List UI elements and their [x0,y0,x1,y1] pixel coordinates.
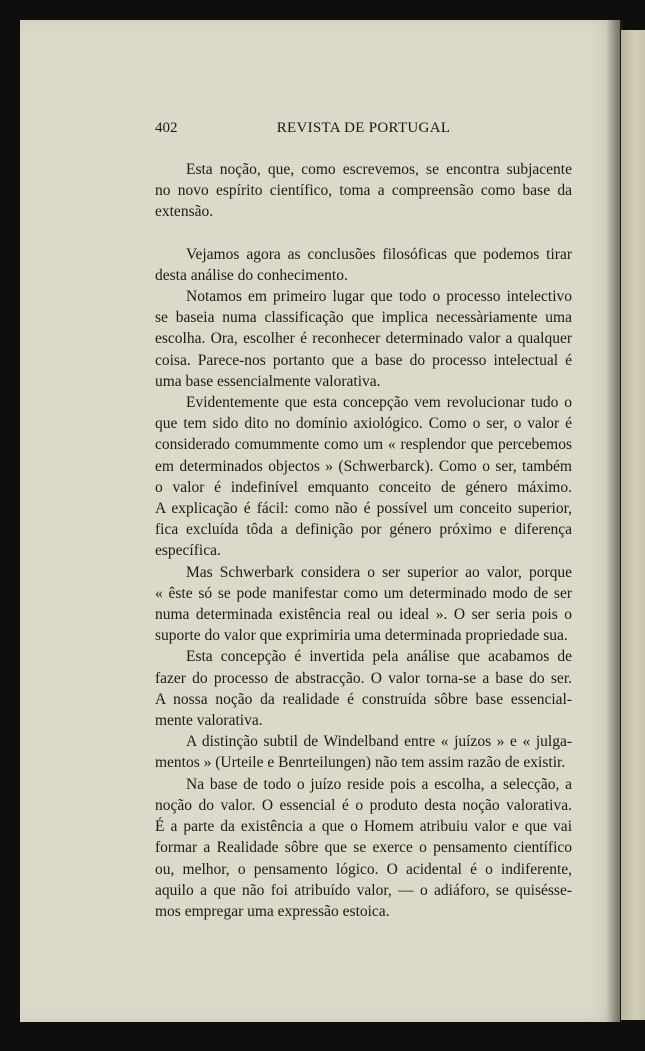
text-line: noção do valor. O essencial é o produto desta noção valorativa. [155,796,572,814]
text-line: no novo espírito científico, toma a compreensão como base da [155,182,572,200]
text-line: mente valorativa. [155,712,263,730]
text-line: Na base de todo o juízo reside pois a escolha, a selecção, a [186,775,572,793]
text-line: coisa. Parece-nos portanto que a base do processo intelectual é [155,351,572,369]
text-line: A nossa noção da realidade é construída sôbre base essencial- [155,690,572,708]
text-line: Esta concepção é invertida pela análise que acabamos de [186,648,572,666]
text-line: numa determinada existência real ou ideal ». O ser seria pois o [155,606,572,624]
text-line: « êste só se pode manifestar como um determinado modo de ser [155,584,572,602]
text-line: Vejamos agora as conclusões filosóficas que podemos tirar [186,245,572,263]
text-line: escolha. Ora, escolher é reconhecer determinado valor a qualquer [155,330,572,348]
paragraph [155,646,572,731]
text-line: Esta noção, que, como escrevemos, se encontra subjacente [186,161,572,178]
text-line: aquilo a que não foi atribuído valor, — o adiáforo, se quisésse- [155,881,572,899]
text-line: que tem sido dito no domínio axiológico. Como o ser, o valor é [155,415,572,433]
text-line: extensão. [155,203,214,221]
paragraph [155,286,572,392]
paragraph [155,731,572,773]
text-line: específica. [155,542,221,560]
page-header [155,120,572,138]
paragraph [155,159,572,223]
adjacent-page-edge [621,30,645,1020]
text-line: o valor é indefinível emquanto conceito de género máximo. [155,478,572,496]
text-line: Mas Schwerbark considera o ser superior ao valor, porque [186,563,572,581]
page-number: 402 [155,120,178,136]
body-text [155,159,572,922]
text-line: Evidentemente que esta concepção vem revolucionar tudo o [186,394,572,412]
text-line: suporte do valor que exprimiria uma determinada propriedade sua. [155,627,568,645]
paragraph [155,244,572,286]
text-line: É a parte da existência a que o Homem atribuiu valor e que vai [155,818,572,836]
running-title: REVISTA DE PORTUGAL [276,120,451,136]
text-line: considerado comummente como um « resplendor que percebemos [155,436,572,454]
text-line: A distinção subtil de Windelband entre « juízos » e « julga- [186,733,572,751]
text-line: A explicação é fácil: como não é possível um conceito superior, [155,500,572,518]
text-line: ou, melhor, o pensamento lógico. O acidental é o indiferente, [155,860,572,878]
paragraph [155,392,572,562]
page-gutter-shadow [606,20,622,1022]
text-line: se baseia numa classificação que implica necessàriamente uma [155,309,572,327]
text-line: mos empregar uma expressão estoica. [155,902,390,920]
paragraph [155,774,572,922]
text-line: uma base essencialmente valorativa. [155,372,381,390]
text-line: mentos » (Urteile e Benrteilungen) não tem assim razão de existir. [155,754,566,772]
text-line: fica excluída tôda a definição por género próximo e diferença [155,521,572,539]
paragraph [155,562,572,647]
text-line: fazer do processo de abstracção. O valor torna-se a base do ser. [155,669,572,687]
text-line: Notamos em primeiro lugar que todo o processo intelectivo [186,288,572,306]
text-line: formar a Realidade sôbre que se exerce o pensamento científico [155,839,572,857]
text-line: em determinados objectos » (Schwerbarck). Como o ser, também [155,457,572,475]
text-line: desta análise do conhecimento. [155,266,348,284]
